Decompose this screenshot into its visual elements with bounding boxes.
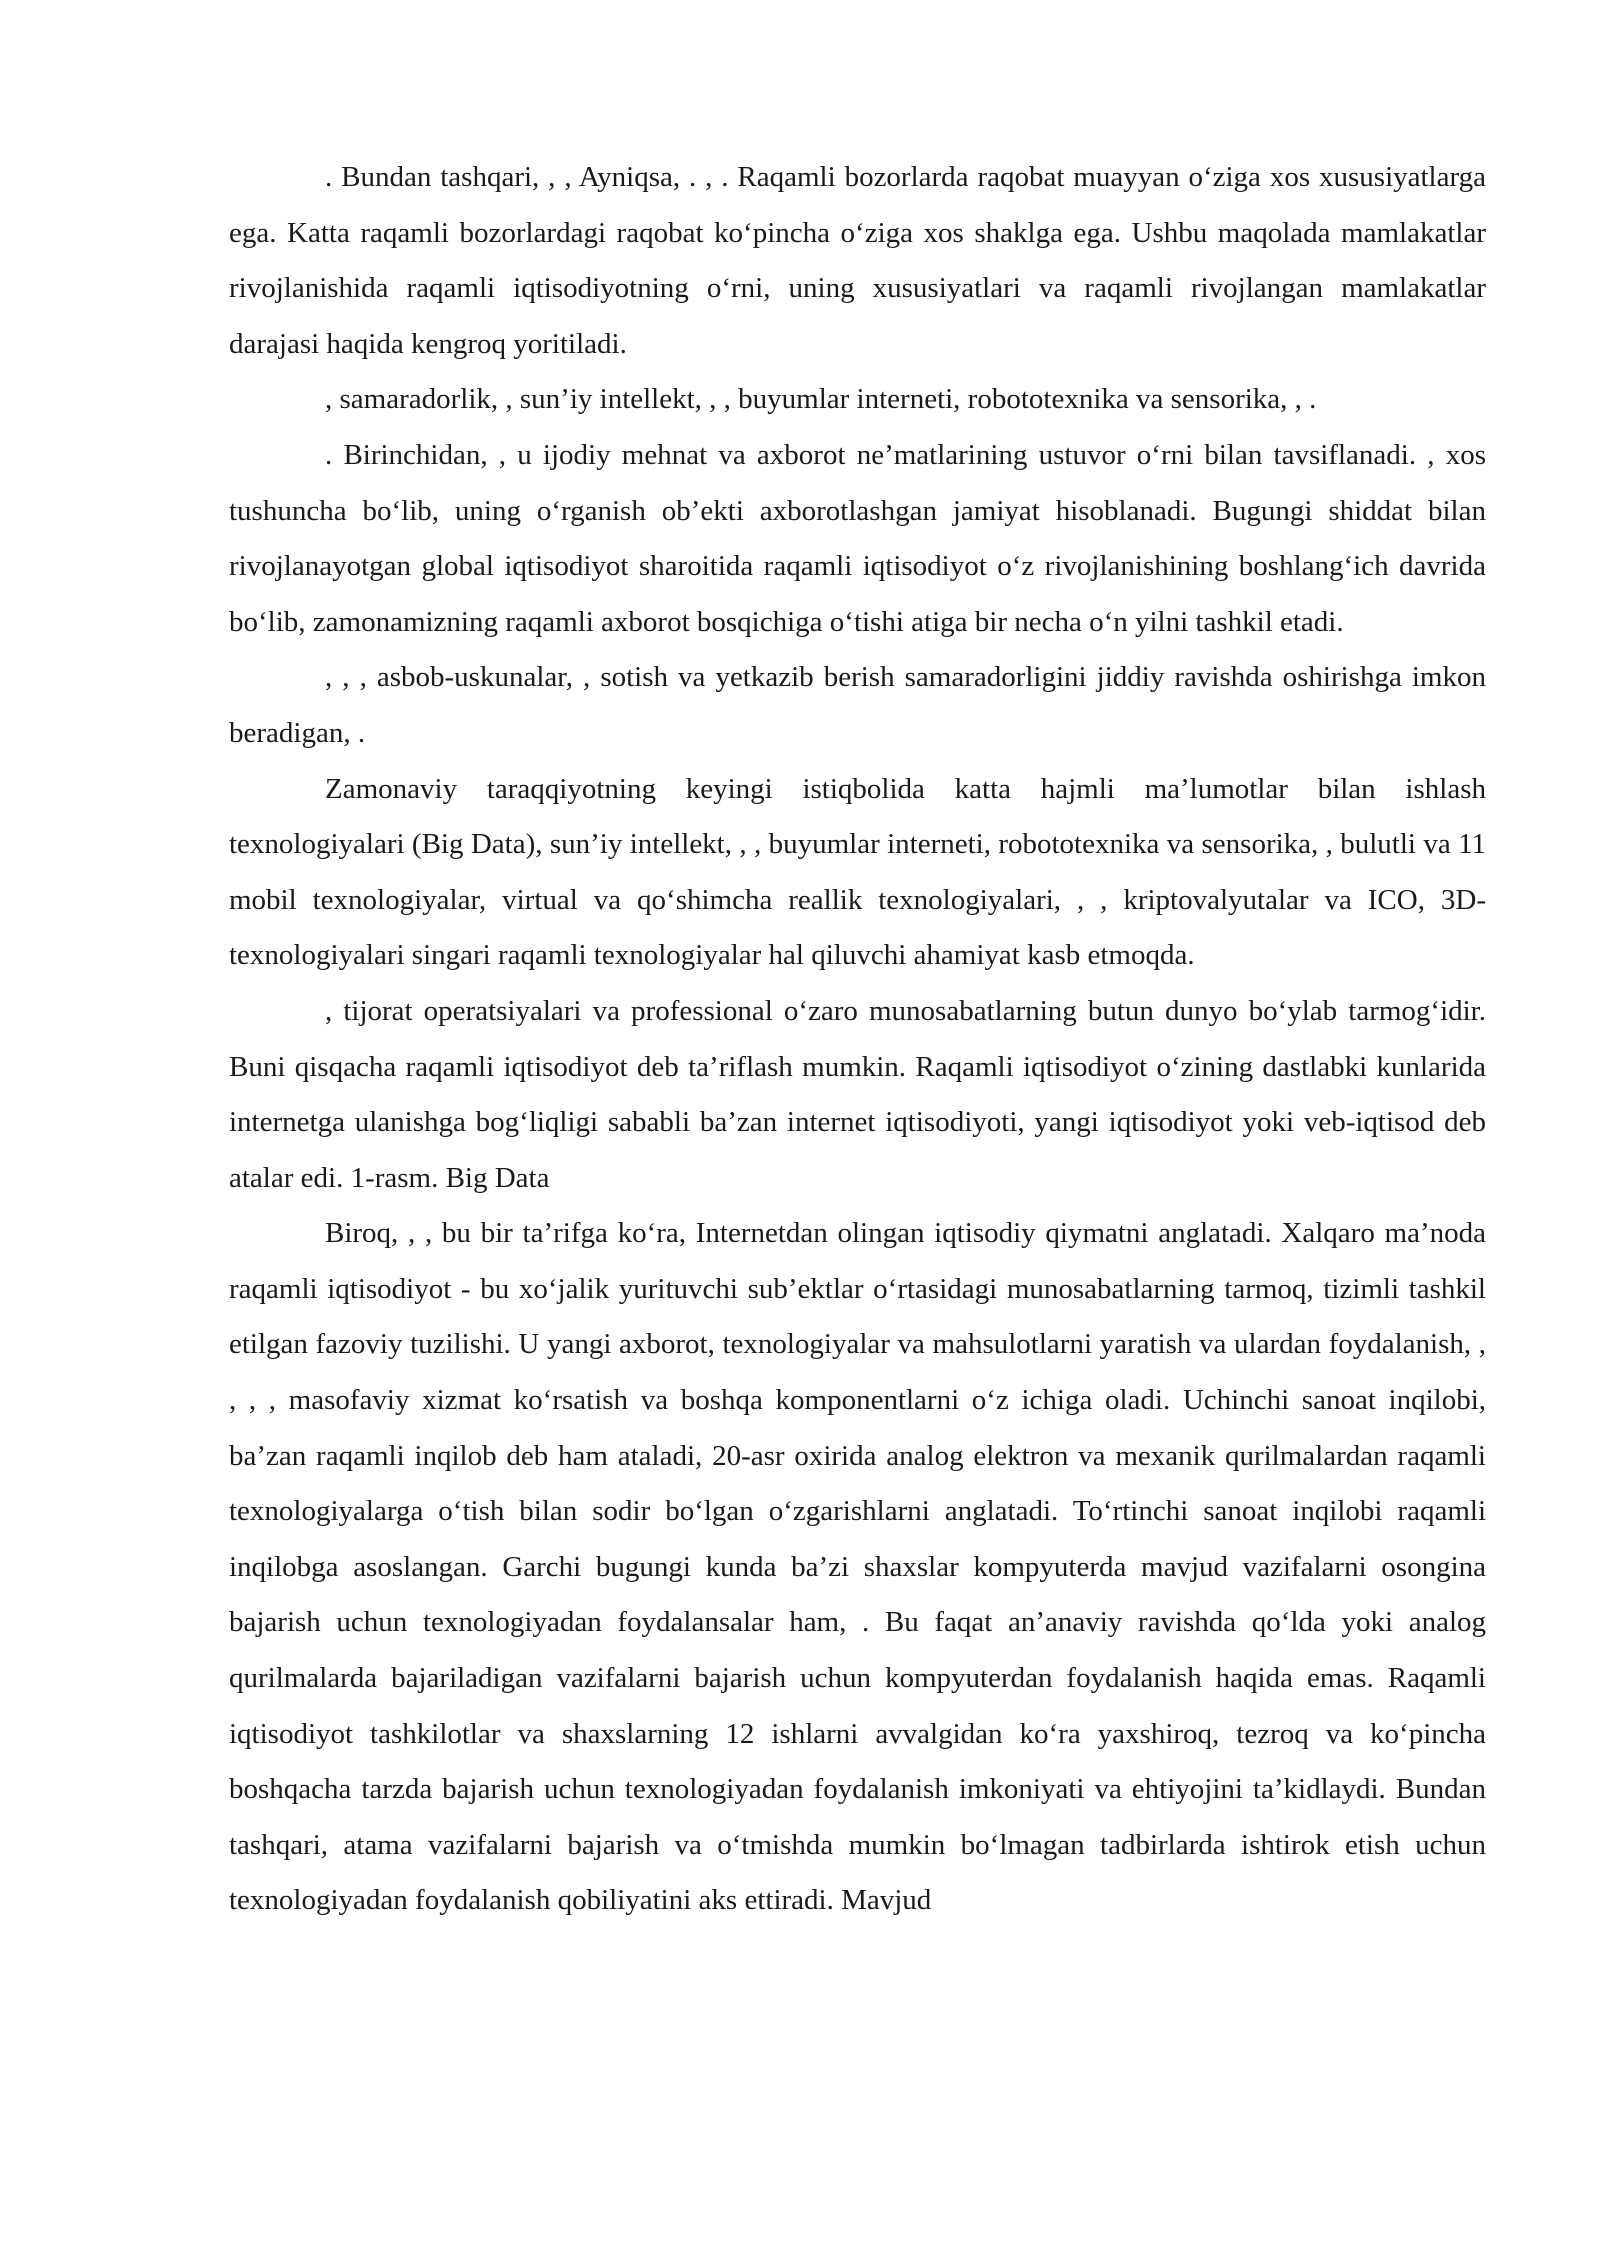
paragraph: , tijorat operatsiyalari va professional o‘zaro munosabatlarning butun dunyo bo‘ylab tarmog‘idir. Buni qisqacha raqamli iqtisodiyot deb ta’riflash mumkin. Raqamli iqtisodiyot o‘zining dastlabki kunlarida internetga ulanishga bog‘liqligi sababli ba’zan internet iqtisodiyoti, yangi iqtisodiyot yoki veb-iqtisod deb atalar edi. 1-rasm. Big Data	[229, 994, 1486, 1194]
document-body	[229, 150, 1486, 1929]
paragraph: Biroq, , , bu bir ta’rifga ko‘ra, Internetdan olingan iqtisodiy qiymatni anglatadi. Xalqaro ma’noda raqamli iqtisodiyot - bu xo‘jalik yurituvchi sub’ektlar o‘rtasidagi munosabatlarning tarmoq, tizimli tashkil etilgan fazoviy tuzilishi. U yangi axborot, texnologiyalar va mahsulotlarni yaratish va ulardan foydalanish, , , , , masofaviy xizmat ko‘rsatish va boshqa komponentlarni o‘z ichiga oladi. Uchinchi sanoat inqilobi, ba’zan raqamli inqilob deb ham ataladi, 20-asr oxirida analog elektron va mexanik qurilmalardan raqamli texnologiyalarga o‘tish bilan sodir bo‘lgan o‘zgarishlarni anglatadi. To‘rtinchi sanoat inqilobi raqamli inqilobga asoslangan. Garchi bugungi kunda ba’zi shaxslar kompyuterda mavjud vazifalarni osongina bajarish uchun texnologiyadan foydalansalar ham, . Bu faqat an’anaviy ravishda qo‘lda yoki analog qurilmalarda bajariladigan vazifalarni bajarish uchun kompyuterdan foydalanish haqida emas. Raqamli iqtisodiyot tashkilotlar va shaxslarning 12 ishlarni avvalgidan ko‘ra yaxshiroq, tezroq va ko‘pincha boshqacha tarzda bajarish uchun texnologiyadan foydalanish imkoniyati va ehtiyojini ta’kidlaydi. Bundan tashqari, atama vazifalarni bajarish va o‘tmishda mumkin bo‘lmagan tadbirlarda ishtirok etish uchun texnologiyadan foydalanish qobiliyatini aks ettiradi. Mavjud	[229, 1217, 1486, 1917]
paragraph: . Birinchidan, , u ijodiy mehnat va axborot ne’matlarining ustuvor o‘rni bilan tavsiflanadi. , xos tushuncha bo‘lib, uning o‘rganish ob’ekti axborotlashgan jamiyat hisoblanadi. Bugungi shiddat bilan rivojlanayotgan global iqtisodiyot sharoitida raqamli iqtisodiyot o‘z rivojlanishining boshlang‘ich davrida bo‘lib, zamonamizning raqamli axborot bosqichiga o‘tishi atiga bir necha o‘n yilni tashkil etadi.	[229, 438, 1486, 638]
paragraph: , , , asbob-uskunalar, , sotish va yetkazib berish samaradorligini jiddiy ravishda oshirishga imkon beradigan, .	[229, 661, 1486, 749]
paragraph: . Bundan tashqari, , , Ayniqsa, . , . Raqamli bozorlarda raqobat muayyan o‘ziga xos xususiyatlarga ega. Katta raqamli bozorlardagi raqobat ko‘pincha o‘ziga xos shaklga ega. Ushbu maqolada mamlakatlar rivojlanishida raqamli iqtisodiyotning o‘rni, uning xususiyatlari va raqamli rivojlangan mamlakatlar darajasi haqida kengroq yoritiladi.	[229, 161, 1486, 360]
paragraph: , samaradorlik, , sun’iy intellekt, , , buyumlar interneti, robototexnika va sensorika, , .	[325, 383, 1317, 416]
paragraph: Zamonaviy taraqqiyotning keyingi istiqbolida katta hajmli ma’lumotlar bilan ishlash texnologiyalari (Big Data), sun’iy intellekt, , , buyumlar interneti, robototexnika va sensorika, , bulutli va 11 mobil texnologiyalar, virtual va qo‘shimcha reallik texnologiyalari, , , kriptovalyutalar va ICO, 3D-texnologiyalari singari raqamli texnologiyalar hal qiluvchi ahamiyat kasb etmoqda.	[229, 772, 1486, 972]
